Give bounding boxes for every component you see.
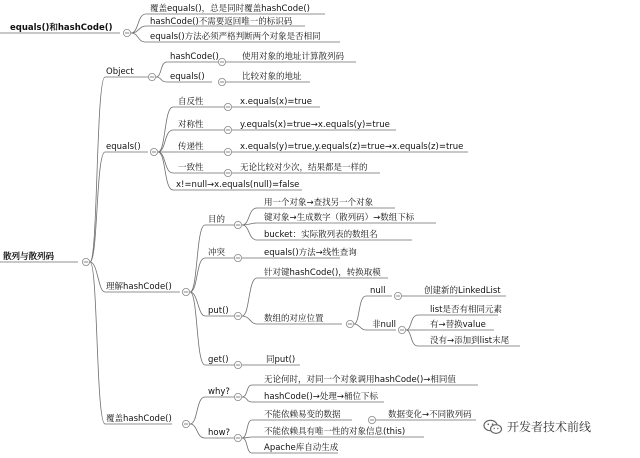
override-label: 覆盖hashCode() bbox=[106, 414, 172, 424]
notnull-item-3: 没有→添加到list末尾 bbox=[430, 336, 510, 346]
why-label: why? bbox=[208, 387, 230, 397]
object-equals-label: equals() bbox=[170, 72, 205, 82]
edge-purpose-1 bbox=[242, 208, 257, 225]
edge-put-step1 bbox=[242, 278, 257, 316]
edge-equals-2 bbox=[158, 130, 173, 152]
object-hashcode-label: hashCode() bbox=[170, 52, 219, 62]
conflict-label: 冲突 bbox=[208, 248, 226, 258]
edge-position-null bbox=[354, 296, 366, 324]
eqhc-rule-2: hashCode()不需要返回唯一的标识码 bbox=[150, 17, 293, 27]
purpose-item-3: bucket：实际散列表的数组名 bbox=[264, 230, 378, 240]
edge-put-position bbox=[242, 316, 257, 324]
equals-item-1-label: 自反性 bbox=[178, 97, 204, 107]
how-mutable-result: 数据变化→不同散列码 bbox=[388, 410, 472, 420]
edge-notnull-3 bbox=[406, 330, 418, 346]
eqhc-rule-1: 覆盖equals()，总是同时覆盖hashCode() bbox=[150, 4, 310, 14]
equals-item-2-label: 对称性 bbox=[178, 120, 204, 130]
put-label: put() bbox=[208, 306, 229, 316]
edge-object-hashcode bbox=[156, 62, 167, 77]
equals-label: equals() bbox=[106, 142, 141, 152]
why-item-1: 无论何时，对同一个对象调用hashCode()→相同值 bbox=[264, 375, 456, 385]
object-hashcode-desc bbox=[242, 51, 345, 62]
edge-understand-conflict bbox=[190, 258, 205, 292]
put-position: 数组的对应位置 bbox=[264, 314, 324, 324]
equals-item-4-desc: 无论比较对少次，结果都是一样的 bbox=[240, 163, 368, 173]
root-title: 散列与散列码 bbox=[3, 252, 55, 262]
edge-root-object bbox=[90, 77, 105, 262]
edge-override-how bbox=[190, 424, 205, 438]
purpose-item-1: 用一个对象→查找另一个对象 bbox=[264, 198, 374, 208]
eqhc-rule-3 bbox=[150, 31, 321, 42]
edge-purpose-3 bbox=[242, 225, 257, 240]
equals-item-3-desc: x.equals(y)=true,y.equals(z)=true→x.equals(z)=true bbox=[240, 142, 464, 152]
eqhc-rule-3-highlight: 两个对象是否相同 bbox=[252, 32, 321, 42]
watermark bbox=[483, 418, 591, 435]
object-hashcode-desc-highlight: 对象的地址 bbox=[259, 52, 302, 62]
why-item-2: hashCode()→处理→桶位下标 bbox=[264, 392, 379, 402]
edge-equals-1 bbox=[158, 107, 173, 152]
watermark-text: 开发者技术前线 bbox=[507, 420, 592, 434]
edge-why-1 bbox=[242, 385, 252, 397]
edge-equals-4 bbox=[158, 152, 173, 173]
edge-how-3 bbox=[242, 438, 252, 453]
edge-equals-5 bbox=[158, 152, 173, 190]
equals-item-3-label: 传递性 bbox=[178, 142, 204, 152]
understand-label: 理解hashCode() bbox=[106, 282, 172, 292]
edge-eqhc-3 bbox=[131, 33, 146, 42]
get-desc: 同put() bbox=[266, 355, 296, 365]
object-label: Object bbox=[106, 67, 134, 77]
edge-override-why bbox=[190, 397, 205, 424]
edge-how-1 bbox=[242, 420, 252, 438]
object-hashcode-desc-prefix: 使用 bbox=[242, 52, 260, 62]
edge-object-equals bbox=[156, 77, 167, 82]
edge-root-override bbox=[90, 262, 105, 424]
equals-item-2-desc: y.equals(x)=true→x.equals(y)=true bbox=[240, 120, 390, 130]
notnull-item-1: list是否有相同元素 bbox=[430, 305, 502, 315]
how-auto: Apache库自动生成 bbox=[264, 443, 339, 453]
object-equals-desc: 比较对象的地址 bbox=[242, 72, 302, 82]
equals-item-5-label: x!=null→x.equals(null)=false bbox=[176, 180, 300, 190]
purpose-item-2: 键对象→生成数字（散列码）→数组下标 bbox=[264, 213, 415, 223]
null-label: null bbox=[370, 286, 386, 296]
purpose-label: 目的 bbox=[208, 215, 226, 225]
edge-notnull-1 bbox=[406, 315, 418, 330]
get-label: get() bbox=[208, 355, 229, 365]
eqhc-rule-3-text: equals()方法必须严格判断 bbox=[150, 32, 253, 42]
equals-item-4-label: 一致性 bbox=[178, 163, 204, 173]
equals-item-1-desc: x.equals(x)=true bbox=[240, 97, 312, 107]
wechat-icon bbox=[483, 419, 503, 435]
null-desc: 创建新的LinkedList bbox=[424, 286, 501, 296]
edge-position-notnull bbox=[354, 324, 366, 330]
eqhc-title: equals()和hashCode() bbox=[10, 23, 113, 33]
notnull-item-2: 有→替换value bbox=[430, 320, 486, 330]
put-step1: 针对键hashCode()，转换取模 bbox=[264, 268, 381, 278]
how-unique: 不能依赖具有唯一性的对象信息(this) bbox=[264, 427, 406, 437]
conflict-desc: equals()方法→线性查询 bbox=[264, 248, 357, 258]
notnull-label: 非null bbox=[372, 320, 396, 330]
edge-why-2 bbox=[242, 397, 252, 402]
object-hashcode-desc-suffix: 计算散列码 bbox=[301, 52, 345, 62]
how-mutable: 不能依赖易变的数据 bbox=[264, 410, 341, 420]
how-label: how? bbox=[208, 428, 231, 438]
